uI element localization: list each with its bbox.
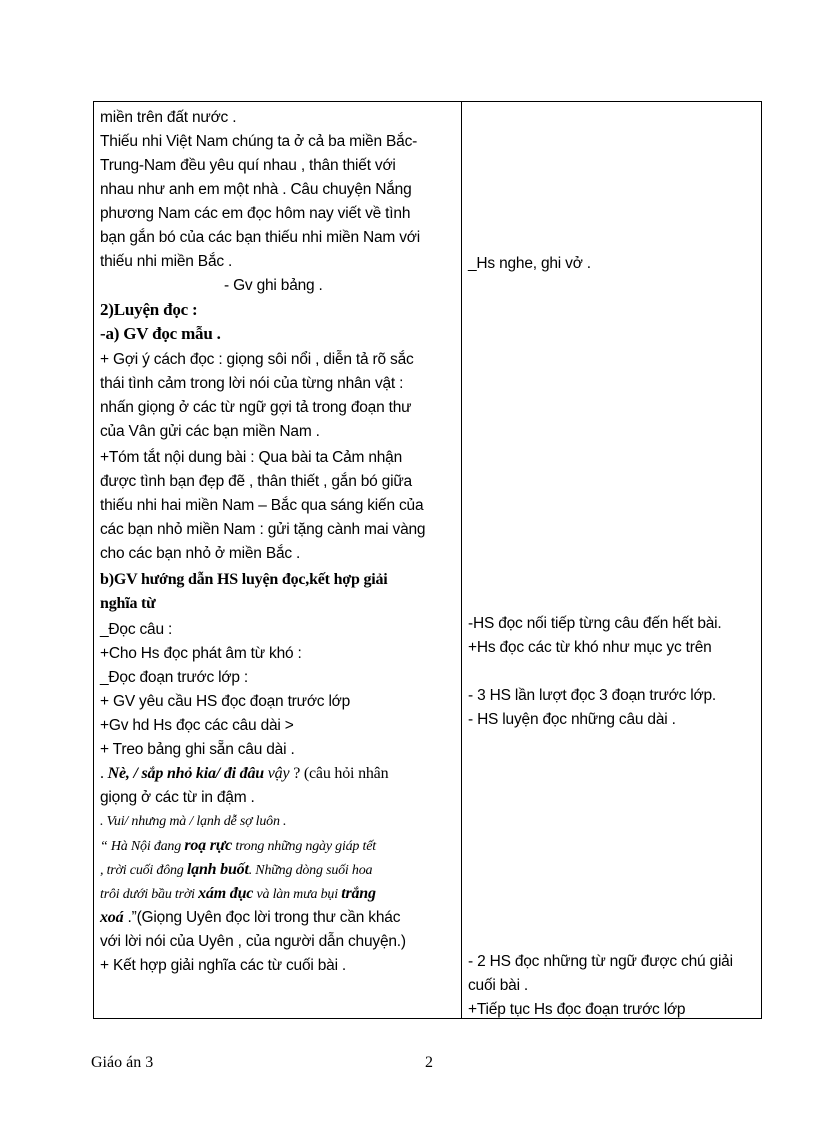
text-line: được tình bạn đẹp đẽ , thân thiết , gắn bó giữa xyxy=(100,473,412,490)
text-line: nhau như anh em một nhà . Câu chuyện Nắng xyxy=(100,181,412,198)
quote-line xyxy=(100,858,372,883)
text-line: giọng ở các từ in đậm . xyxy=(100,789,255,806)
quote-line: . Vui/ nhưng mà / lạnh dễ sợ luôn . xyxy=(100,814,287,829)
student-activities-column xyxy=(462,102,761,1018)
text-line: + Gợi ý cách đọc : giọng sôi nổi , diễn tả rõ sắc xyxy=(100,351,414,368)
quote-text: vậy xyxy=(263,765,290,782)
text-line: thái tình cảm trong lời nói của từng nhân vật : xyxy=(100,375,404,392)
quote-text: . xyxy=(100,765,108,782)
text-line: thiếu nhi hai miền Nam – Bắc qua sáng kiến của xyxy=(100,497,424,514)
text-line: phương Nam các em đọc hôm nay viết về tình xyxy=(100,205,411,222)
text-line: +Hs đọc các từ khó như mục yc trên xyxy=(468,639,712,656)
emphasis-text: lạnh buốt xyxy=(186,861,249,878)
text-line: - 3 HS lần lượt đọc 3 đoạn trước lớp. xyxy=(468,687,717,704)
text-line: + Treo bảng ghi sẵn câu dài . xyxy=(100,741,295,758)
emphasis-text: xoá xyxy=(100,909,124,926)
text-line: + Kết hợp giải nghĩa các từ cuối bài . xyxy=(100,957,347,974)
footer-label: Giáo án 3 xyxy=(91,1054,154,1071)
text-line: các bạn nhỏ miền Nam : gửi tặng cành mai vàng xyxy=(100,521,426,538)
text-line: với lời nói của Uyên , của người dẫn chuyện.) xyxy=(100,933,406,950)
section-heading: nghĩa từ xyxy=(100,595,156,612)
page-number: 2 xyxy=(425,1054,433,1071)
text-line: +Gv hd Hs đọc các câu dài > xyxy=(100,717,294,734)
text-line: +Tiếp tục Hs đọc đoạn trước lớp xyxy=(468,1001,686,1018)
quote-text: “ Hà Nội đang xyxy=(100,839,185,854)
text-line: thiếu nhi miền Bắc . xyxy=(100,253,233,270)
text-line: miền trên đất nước . xyxy=(100,109,237,126)
text-line: _Hs nghe, ghi vở . xyxy=(468,255,591,272)
text-line: + GV yêu cầu HS đọc đoạn trước lớp xyxy=(100,693,351,710)
quote-text: . Những dòng suối hoa xyxy=(248,863,373,878)
quote-line xyxy=(100,882,376,907)
emphasis-text: trắng xyxy=(341,885,376,902)
text-line: của Vân gửi các bạn miền Nam . xyxy=(100,423,320,440)
quote-text: , trời cuối đông xyxy=(100,863,187,878)
section-heading: 2)Luyện đọc : xyxy=(100,300,198,319)
text-line: -HS đọc nối tiếp từng câu đến hết bài. xyxy=(468,615,722,632)
text-line: bạn gắn bó của các bạn thiếu nhi miền Nam với xyxy=(100,229,420,246)
text-line: nhấn giọng ở các từ ngữ gợi tả trong đoạn thư xyxy=(100,399,412,416)
text-line: Thiếu nhi Việt Nam chúng ta ở cả ba miền Bắc- xyxy=(100,133,418,150)
quote-line xyxy=(100,834,376,859)
section-heading: b)GV hướng dẫn HS luyện đọc,kết hợp giải xyxy=(100,571,388,588)
text-line: cho các bạn nhỏ ở miền Bắc . xyxy=(100,545,301,562)
section-heading: -a) GV đọc mẫu . xyxy=(100,324,221,343)
text-line: +Cho Hs đọc phát âm từ khó : xyxy=(100,645,302,662)
text-line: +Tóm tắt nội dung bài : Qua bài ta Cảm nhận xyxy=(100,449,403,466)
emphasis-text: roạ rực xyxy=(184,837,233,854)
text-line: Trung-Nam đều yêu quí nhau , thân thiết với xyxy=(100,157,396,174)
emphasis-text: xám đục xyxy=(198,885,254,902)
quote-text: và làn mưa bụi xyxy=(253,887,342,902)
text-line: - HS luyện đọc những câu dài . xyxy=(468,711,676,728)
text-line: cuối bài . xyxy=(468,977,529,994)
quote-text: .”(Giọng Uyên đọc lời trong thư cần khác xyxy=(123,909,401,926)
quote-line xyxy=(100,762,388,786)
quote-line xyxy=(100,906,400,930)
text-line: - 2 HS đọc những từ ngữ được chú giải xyxy=(468,953,733,970)
text-line: _Đọc câu : xyxy=(100,621,173,638)
text-line: - Gv ghi bảng . xyxy=(224,277,323,294)
lesson-table xyxy=(93,101,762,1019)
teacher-activities-column xyxy=(94,102,462,1018)
quote-text: trôi dưới bầu trời xyxy=(100,887,199,902)
emphasis-text: Nè, / sắp nhỏ kia/ đi đâu xyxy=(107,765,264,782)
quote-text: ? (câu hỏi nhân xyxy=(289,765,389,782)
quote-text: trong những ngày giáp tết xyxy=(232,839,376,854)
text-line: _Đọc đoạn trước lớp : xyxy=(100,669,248,686)
